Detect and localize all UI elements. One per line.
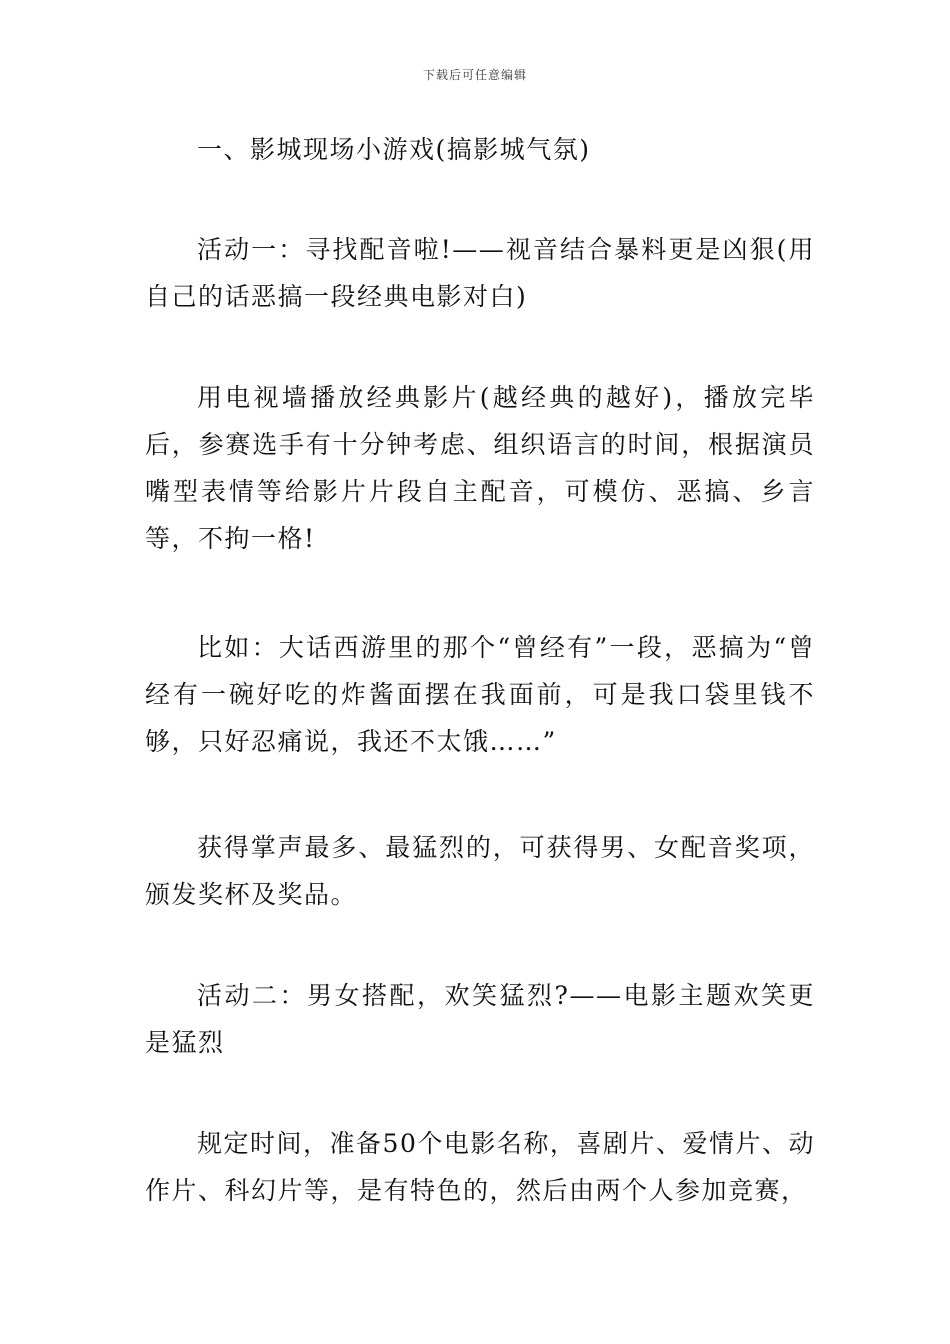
paragraph-example: 比如：大话西游里的那个“曾经有”一段，恶搞为“曾经有一碗好吃的炸酱面摆在我面前，可是我口袋里钱不够，只好忍痛说，我还不太饿……” <box>145 633 815 756</box>
paragraph-activity-two-title: 活动二：男女搭配，欢笑猛烈?——电影主题欢笑更是猛烈 <box>145 981 815 1057</box>
paragraph-award: 获得掌声最多、最猛烈的，可获得男、女配音奖项，颁发奖杯及奖品。 <box>145 833 815 909</box>
section-heading: 一、影城现场小游戏(搞影城气氛) <box>197 135 591 164</box>
page-header: 下载后可任意编辑 <box>422 68 527 82</box>
paragraph-activity-one-title: 活动一：寻找配音啦!——视音结合暴料更是凶狠(用自己的话恶搞一段经典电影对白) <box>145 235 815 311</box>
paragraph-activity-one-description: 用电视墙播放经典影片(越经典的越好)，播放完毕后，参赛选手有十分钟考虑、组织语言的时间，根据演员嘴型表情等给影片片段自主配音，可模仿、恶搞、乡言等，不拘一格! <box>145 383 815 553</box>
paragraph-activity-two-description: 规定时间，准备50个电影名称，喜剧片、爱情片、动作片、科幻片等，是有特色的，然后由两个人参加竞赛， <box>145 1129 815 1205</box>
